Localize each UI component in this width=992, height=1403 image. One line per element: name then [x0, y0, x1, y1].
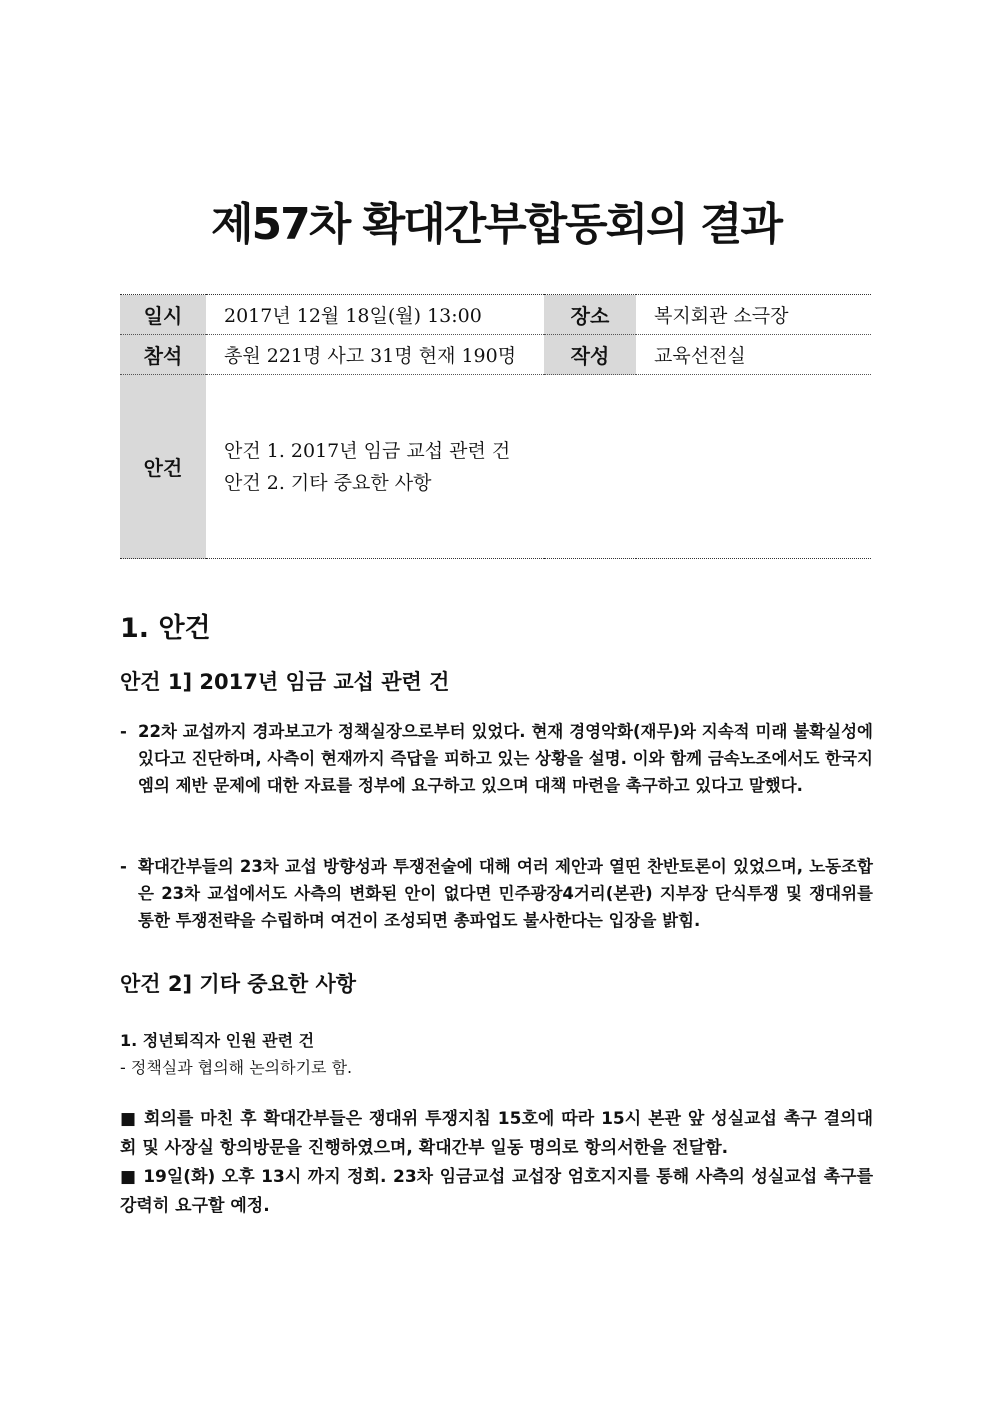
info-row-date	[120, 295, 871, 335]
agenda1-bullet	[120, 718, 873, 799]
attend-label: 참석	[120, 335, 206, 375]
document-title: 제57차 확대간부합동회의 결과	[211, 199, 781, 250]
agenda-list	[206, 375, 871, 559]
bullet-dash: -	[120, 857, 127, 876]
closing-note: ■ 회의를 마친 후 확대간부들은 쟁대위 투쟁지침 15호에 따라 15시 본관 앞 성실교섭 촉구 결의대회 및 사장실 항의방문을 진행하였으며, 확대간부 일동 명의로 항의서한을 전달함.	[120, 1109, 873, 1158]
agenda1-heading: 안건 1] 2017년 임금 교섭 관련 건	[120, 670, 450, 694]
agenda2-subheading: 1. 정년퇴직자 인원 관련 건	[120, 1031, 315, 1050]
date-label: 일시	[120, 295, 206, 335]
attend-value: 총원 221명 사고 31명 현재 190명	[206, 335, 544, 375]
bullet-dash: -	[120, 722, 127, 741]
info-row-agenda	[120, 375, 871, 559]
agenda-item: 안건 2. 기타 중요한 사항	[224, 471, 432, 494]
agenda-item: 안건 1. 2017년 임금 교섭 관련 건	[224, 439, 511, 462]
info-row-attend	[120, 335, 871, 375]
author-label: 작성	[544, 335, 636, 375]
bullet-dash: -	[120, 1058, 131, 1077]
bullet-text: 정책실과 협의해 논의하기로 함.	[130, 1058, 353, 1077]
agenda2-heading: 안건 2] 기타 중요한 사항	[120, 972, 357, 996]
date-value: 2017년 12월 18일(월) 13:00	[206, 295, 544, 335]
bullet-text: 확대간부들의 23차 교섭 방향성과 투쟁전술에 대해 여러 제안과 열띤 찬반토론이 있었으며, 노동조합은 23차 교섭에서도 사측의 변화된 안이 없다면 민주광장4거리(본관) 지부장 단식투쟁 및 쟁대위를 통한 투쟁전략을 수립하며 여건이 조성되면 총파업도 불사한다는 입장을 밝힘.	[138, 857, 873, 930]
author-value: 교육선전실	[636, 335, 871, 375]
agenda-label: 안건	[120, 375, 206, 559]
section-heading: 1. 안건	[120, 613, 211, 644]
place-label: 장소	[544, 295, 636, 335]
closing-note: ■ 19일(화) 오후 13시 까지 정회. 23차 임금교섭 교섭장 엄호지지를 통해 사측의 성실교섭 촉구를 강력히 요구할 예정.	[120, 1167, 873, 1216]
agenda1-bullet	[120, 853, 873, 934]
agenda2-bullet	[120, 1054, 352, 1081]
meeting-info-table	[120, 294, 871, 559]
bullet-text: 22차 교섭까지 경과보고가 정책실장으로부터 있었다. 현재 경영악화(재무)와 지속적 미래 불확실성에 있다고 진단하며, 사측이 현재까지 즉답을 피하고 있는 상황을 설명. 이와 함께 금속노조에서도 한국지엠의 제반 문제에 대한 자료를 정부에 요구하고 있으며 대책 마련을 촉구하고 있다고 말했다.	[138, 722, 873, 795]
place-value: 복지회관 소극장	[636, 295, 871, 335]
